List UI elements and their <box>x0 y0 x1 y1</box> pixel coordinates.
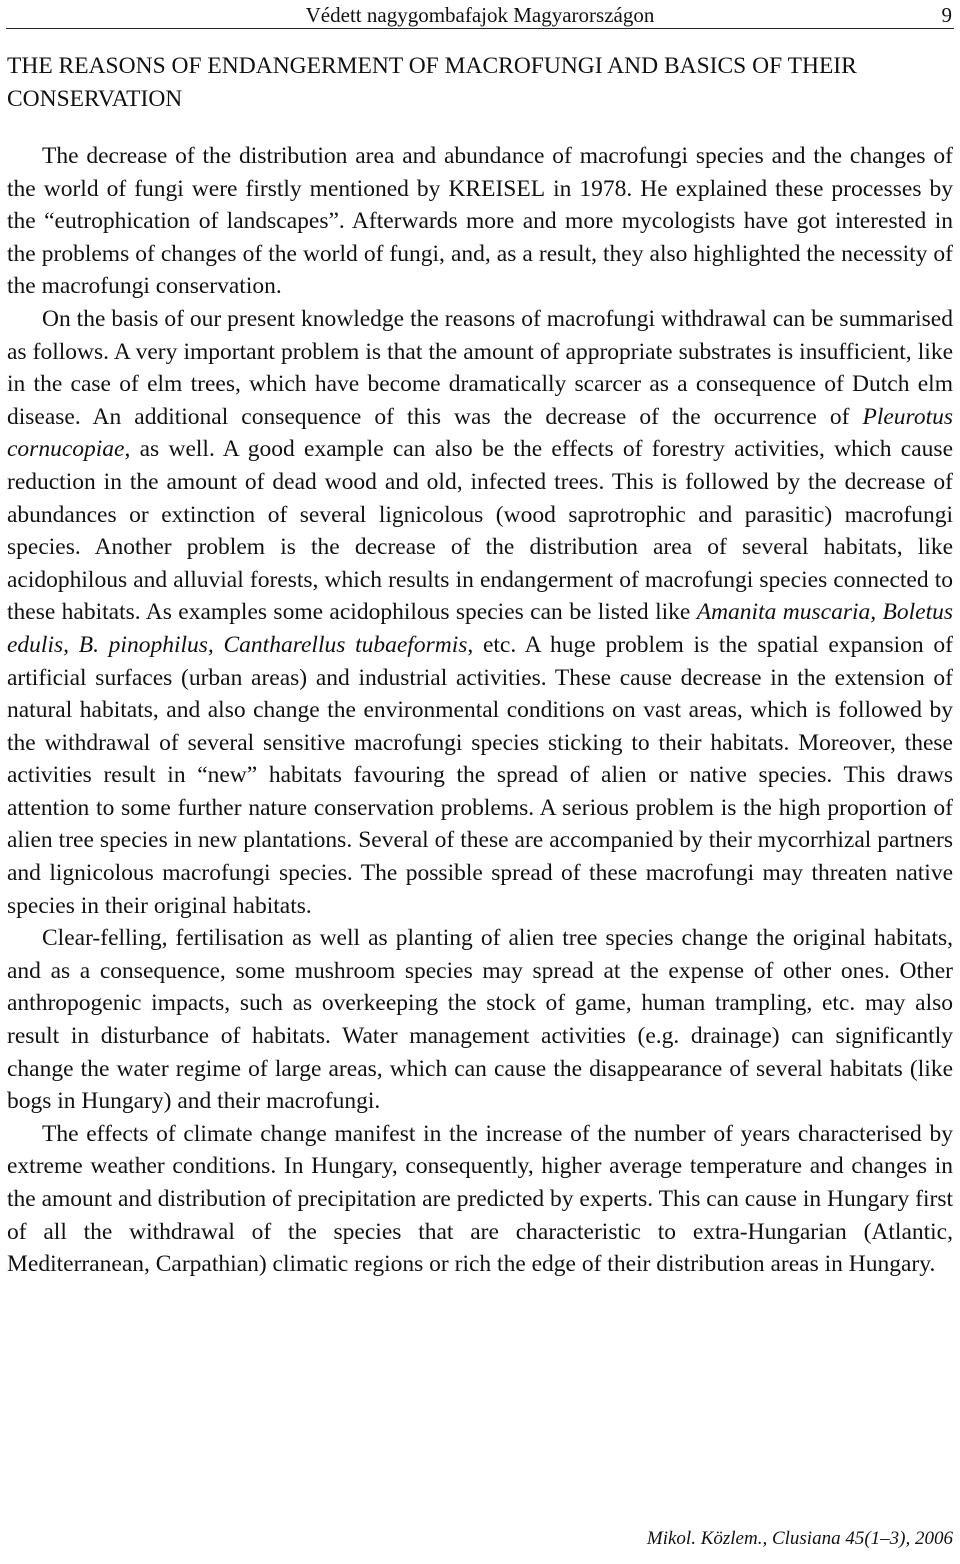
paragraph-2-text-b: , as well. A good example can also be the effects of forestry activities, which cause reduction in the amount of dead wood and old, infected trees. This is followed by the decrease of abundances or extinction of several lignicolous (wood saprotrophic and parasitic) macrofungi species. Another problem is the decrease of the distribution area of several habitats, like acidophilous and alluvial forests, which results in endangerment of macrofungi species connected to these habitats. As examples some acidophilous species can be listed like <box>7 436 953 626</box>
main-content <box>7 50 953 1281</box>
page-number: 9 <box>941 3 952 27</box>
paragraph-4: The effects of climate change manifest in the increase of the number of years characterised by extreme weather conditions. In Hungary, consequently, higher average temperature and changes in the amount and distribution of precipitation are predicted by experts. This can cause in Hungary first of all the withdrawal of the species that are characteristic to extra-Hungarian (Atlantic, Mediterranean, Carpathian) climatic regions or rich the edge of their distribution areas in Hungary. <box>7 1120 953 1278</box>
paragraph-2-text-a: On the basis of our present knowledge the reasons of macrofungi withdrawal can be summarised as follows. A very important problem is that the amount of appropriate substrates is insufficient, like in the case of elm trees, which have become dramatically scarcer as a consequence of Dutch elm disease. An additional consequence of this was the decrease of the occurrence of <box>7 305 953 430</box>
paragraph-3: Clear-felling, fertilisation as well as planting of alien tree species change the original habitats, and as a consequence, some mushroom species may spread at the expense of other ones. Other anthropogenic impacts, such as overkeeping the stock of game, human trampling, etc. may also result in disturbance of habitats. Water management activities (e.g. drainage) can significantly change the water regime of large areas, which can cause the disappearance of several habitats (like bogs in Hungary) and their macrofungi. <box>7 925 953 1115</box>
footer-citation: Mikol. Közlem., Clusiana 45(1–3), 2006 <box>646 1528 953 1549</box>
paragraph-2 <box>7 303 953 922</box>
species-list: Amanita muscaria, Boletus edulis, B. pinophilus, Cantharellus tubaeformis <box>7 599 954 658</box>
paragraph-1-text-a: The decrease of the distribution area and abundance of macrofungi species and the changes of the world of fungi were firstly mentioned by <box>7 143 953 202</box>
paragraph-1 <box>7 140 953 303</box>
author-name: KREISEL <box>448 175 546 202</box>
species-name: Pleurotus cornucopiae <box>7 403 953 463</box>
running-title: Védett nagygombafajok Magyarországon <box>305 3 655 27</box>
paragraph-2-text-c: , etc. A huge problem is the spatial expansion of artificial surfaces (urban areas) and industrial activities. These cause decrease in the extension of natural habitats, and also change the environmental conditions on vast areas, which is followed by the withdrawal of several sensitive macrofungi species sticking to their habitats. Moreover, these activities result in “new” habitats favouring the spread of alien or native species. This draws attention to some further nature conservation problems. A serious problem is the high proportion of alien tree species in new plantations. Several of these are accompanied by their mycorrhizal partners and lignicolous macrofungi species. The possible spread of these macrofungi may threaten native species in their original habitats. <box>7 631 953 919</box>
section-title: THE REASONS OF ENDANGERMENT OF MACROFUNGI AND BASICS OF THEIR CONSERVATION <box>7 53 857 112</box>
running-header <box>6 2 954 29</box>
paragraph-1-text-b: in 1978. He explained these processes by the “eutrophication of landscapes”. Afterwards more and more mycologists have got interested in the problems of changes of the world of fungi, and, as a result, they also highlighted the necessity of the macrofungi conservation. <box>7 175 953 300</box>
